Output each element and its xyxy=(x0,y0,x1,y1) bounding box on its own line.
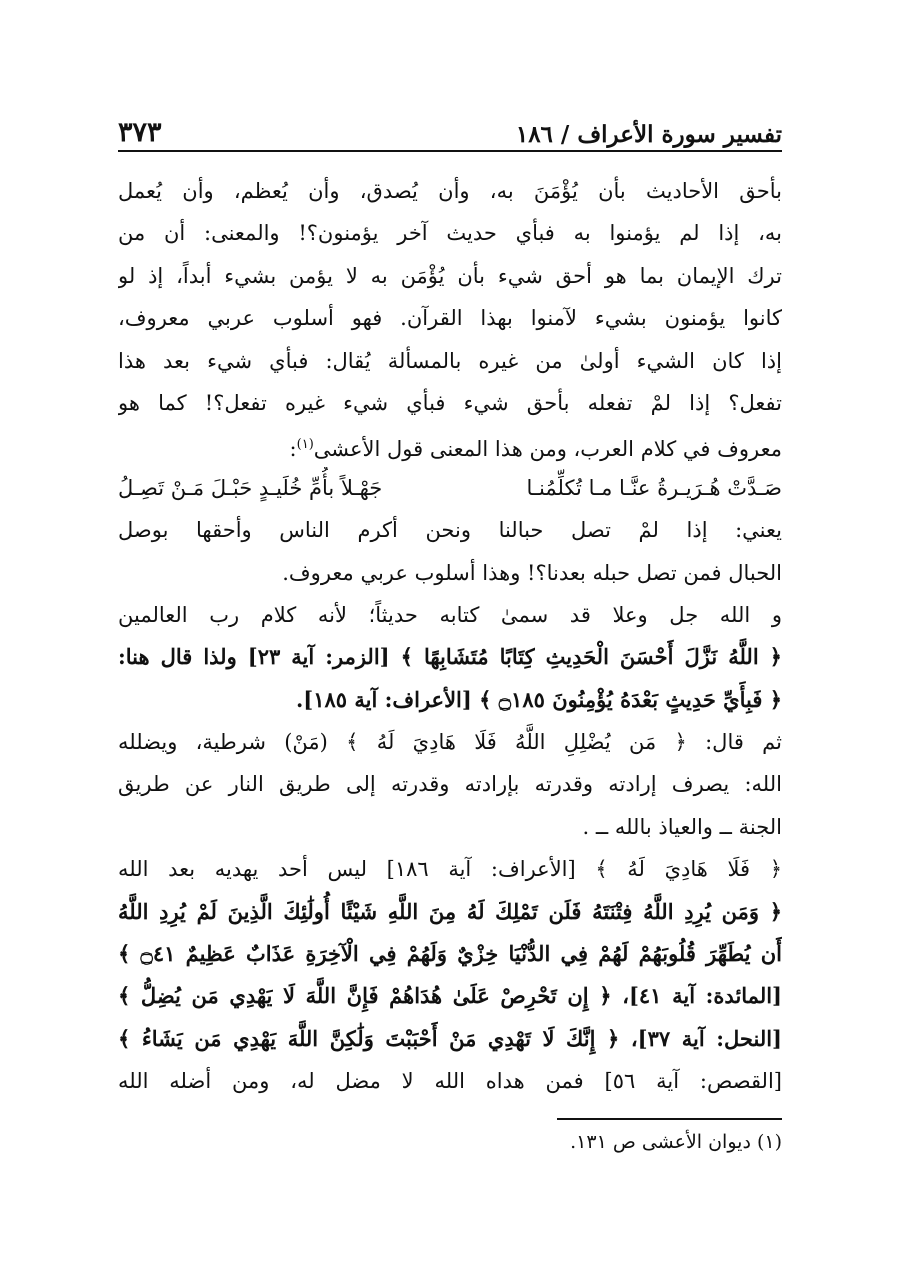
poem-second-hemistich: جَهْـلاً بأُمِّ خُلَيـدٍ حَبْـلَ مَـنْ تَصِـلُ xyxy=(118,475,383,500)
page-header xyxy=(118,108,782,148)
body-text xyxy=(118,170,782,1103)
text-line: معروف في كلام العرب، ومن هذا المعنى قول الأعشى xyxy=(313,437,782,462)
quran-verse-line: [النحل: آية ٣٧]، ﴿ إِنَّكَ لَا تَهْدِي مَنْ أَحْبَبْتَ وَلَٰكِنَّ اللَّهَ يَهْدِي مَن يَشَاءُ ﴾ xyxy=(118,1025,782,1051)
text-line: إذا كان الشيء أولىٰ من غيره بالمسألة يُقال: فبأي شيء بعد هذا xyxy=(118,348,782,373)
quran-verse-line: ﴿ وَمَن يُرِدِ اللَّهُ فِتْنَتَهُ فَلَن تَمْلِكَ لَهُ مِنَ اللَّهِ شَيْئًا أُولَٰئِكَ الَّذِينَ لَمْ يُرِدِ اللَّهُ xyxy=(118,898,782,924)
quran-verse-line: ﴿ اللَّهُ نَزَّلَ أَحْسَنَ الْحَدِيثِ كِتَابًا مُتَشَابِهًا ﴾ [الزمر: آية ٢٣] ولذا قال هنا: xyxy=(118,644,782,670)
text-line-with-note: معروف في كلام العرب، ومن هذا المعنى قول الأعشى$^{(١)}$: xyxy=(289,437,782,462)
text-line: كانوا يؤمنون بشيء لآمنوا بهذا القرآن. فهو أسلوب عربي معروف، xyxy=(118,306,782,331)
text-line: الجنة ــ والعياذ بالله ــ . xyxy=(582,814,782,839)
text-line: به، إذا لم يؤمنوا به فبأي حديث آخر يؤمنون؟! والمعنى: أن من xyxy=(118,221,782,246)
text-line: ﴿ فَلَا هَادِيَ لَهُ ﴾ [الأعراف: آية ١٨٦] ليس أحد يهديه بعد الله xyxy=(118,857,782,882)
poem-first-hemistich: صَـدَّتْ هُـرَيـرةُ عنَّـا مـا تُكلِّمُنـا xyxy=(526,475,782,500)
page-number: ٣٧٣ xyxy=(118,117,162,148)
running-title: تفسير سورة الأعراف / ١٨٦ xyxy=(515,121,782,148)
text-line: [القصص: آية ٥٦] فمن هداه الله لا مضل له، ومن أضله الله xyxy=(118,1069,782,1094)
text-line: و الله جل وعلا قد سمىٰ كتابه حديثاً؛ لأنه كلام رب العالمين xyxy=(118,602,782,627)
text-line: الحبال فمن تصل حبله بعدنا؟! وهذا أسلوب عربي معروف. xyxy=(282,560,782,585)
text-line: الله: يصرف إرادته وقدرته بإرادته وقدرته إلى طريق النار عن طريق xyxy=(118,772,782,797)
quran-verse-line: [المائدة: آية ٤١]، ﴿ إِن تَحْرِصْ عَلَىٰ هُدَاهُمْ فَإِنَّ اللَّهَ لَا يَهْدِي مَن يُضِلُّ ﴾ xyxy=(118,983,782,1009)
footnote-rule xyxy=(557,1118,782,1120)
text-line: بأحق الأحاديث بأن يُؤْمَنَ به، وأن يُصدق، وأن يُعظم، وأن يُعمل xyxy=(118,179,782,203)
text-line: ثم قال: ﴿ مَن يُضْلِلِ اللَّهُ فَلَا هَادِيَ لَهُ ﴾ (مَنْ) شرطية، ويضلله xyxy=(118,730,782,755)
footnote-marker: (١) xyxy=(296,437,314,453)
text-line: يعني: إذا لمْ تصل حبالنا ونحن أكرم الناس وأحقها بوصل xyxy=(118,518,782,543)
text-line: تفعل؟ إذا لمْ تفعله بأحق شيء فبأي شيء غيره تفعل؟! كما هو xyxy=(118,390,782,415)
footnote: (١) ديوان الأعشى ص ١٣١. xyxy=(570,1131,782,1153)
quran-verse-line: أَن يُطَهِّرَ قُلُوبَهُمْ لَهُمْ فِي الدُّنْيَا خِزْيٌ وَلَهُمْ فِي الْآخِرَةِ عَذَابٌ عَظِيمٌ ۝٤١ ﴾ xyxy=(118,941,782,967)
quran-verse-line: ﴿ فَبِأَيِّ حَدِيثٍ بَعْدَهُ يُؤْمِنُونَ ۝١٨٥ ﴾ [الأعراف: آية ١٨٥]. xyxy=(295,686,782,712)
header-rule xyxy=(118,150,782,152)
poem-verse xyxy=(118,467,782,509)
text-line: ترك الإيمان بما هو أحق شيء بأن يُؤْمَن به لا يؤمن بشيء أبداً، إذ لو xyxy=(118,263,782,288)
